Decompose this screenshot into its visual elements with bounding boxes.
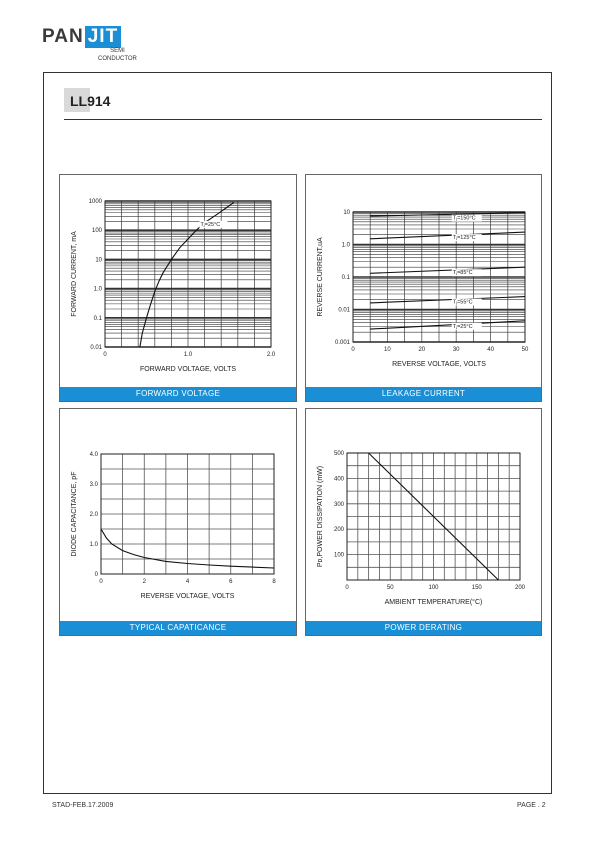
x-tick-label: 1.0 xyxy=(183,352,193,358)
x-tick-label: 200 xyxy=(514,585,526,591)
series-label: Tⱼ=55°C xyxy=(452,299,473,306)
series-line xyxy=(370,267,525,273)
chart-caption: LEAKAGE CURRENT xyxy=(306,387,541,401)
series-label: Tⱼ=85°C xyxy=(452,270,473,277)
chart-caption: POWER DERATING xyxy=(306,621,541,635)
logo-wordmark: PAN JIT xyxy=(42,26,121,48)
series-label: Tⱼ=150°C xyxy=(452,215,476,222)
x-axis-label: AMBIENT TEMPERATURE(°C) xyxy=(384,599,483,606)
y-tick-label: 10 xyxy=(95,257,102,264)
y-axis-label: DIODE CAPACITANCE, pF xyxy=(71,471,78,557)
x-axis-label: FORWARD VOLTAGE, VOLTS xyxy=(139,366,237,373)
y-axis-label: REVERSE CURRENT,uA xyxy=(317,237,324,317)
series-line xyxy=(370,321,525,329)
y-tick-label: 0 xyxy=(94,572,98,578)
x-tick-label: 0 xyxy=(99,579,103,585)
x-tick-label: 150 xyxy=(471,585,482,591)
footer-page: PAGE . 2 xyxy=(517,802,546,809)
y-tick-label: 500 xyxy=(333,451,344,457)
x-tick-label: 10 xyxy=(384,347,391,353)
y-tick-label: 300 xyxy=(333,501,344,508)
x-tick-label: 100 xyxy=(428,585,439,591)
logo-subtitle: SEMI CONDUCTOR xyxy=(98,48,137,62)
chart-caption: FORWARD VOLTAGE xyxy=(60,387,296,401)
capacitance-chart xyxy=(59,408,297,636)
x-tick-label: 6 xyxy=(229,579,233,585)
x-tick-label: 30 xyxy=(452,347,460,353)
x-tick-label: 40 xyxy=(487,347,494,353)
y-tick-label: 4.0 xyxy=(89,452,98,458)
x-axis-label: REVERSE VOLTAGE, VOLTS xyxy=(140,593,235,600)
x-tick-label: 20 xyxy=(418,347,426,353)
footer-date: STAD-FEB.17.2009 xyxy=(52,802,114,809)
y-tick-label: 2.0 xyxy=(89,512,98,518)
y-tick-label: 400 xyxy=(333,476,344,483)
y-tick-label: 1000 xyxy=(88,199,102,205)
x-tick-label: 0 xyxy=(351,347,355,353)
y-tick-label: 3.0 xyxy=(89,482,98,488)
y-tick-label: 0.1 xyxy=(93,315,102,322)
x-tick-label: 4 xyxy=(185,579,190,585)
x-tick-label: 2.0 xyxy=(266,352,276,358)
y-axis-label: FORWARD CURRENT, mA xyxy=(71,231,78,317)
y-tick-label: 0.001 xyxy=(334,340,350,346)
x-tick-label: 8 xyxy=(272,579,276,585)
y-tick-label: 0.01 xyxy=(338,307,350,314)
panjit-logo xyxy=(42,26,152,66)
y-tick-label: 0.01 xyxy=(90,345,102,351)
x-tick-label: 2 xyxy=(142,579,146,585)
series-line xyxy=(370,232,525,242)
y-tick-label: 1.0 xyxy=(341,242,350,249)
x-tick-label: 50 xyxy=(386,585,394,591)
chart-caption: TYPICAL CAPATICANCE xyxy=(60,621,296,635)
series-label: Tⱼ=25°C xyxy=(452,323,473,330)
x-tick-label: 0 xyxy=(103,352,107,358)
y-tick-label: 1.0 xyxy=(93,286,102,293)
y-tick-label: 100 xyxy=(91,228,102,235)
x-tick-label: 50 xyxy=(521,347,529,353)
y-tick-label: 200 xyxy=(333,527,344,534)
y-tick-label: 10 xyxy=(343,210,350,216)
y-tick-label: 100 xyxy=(333,552,344,559)
title-divider xyxy=(64,119,542,120)
series-label: Tⱼ=125°C xyxy=(452,235,476,242)
power-derating-chart xyxy=(305,408,542,636)
x-tick-label: 0 xyxy=(345,585,349,591)
part-number-title: LL914 xyxy=(64,88,90,112)
chart-annotation: Tⱼ=25°C xyxy=(200,221,221,228)
y-tick-label: 1.0 xyxy=(89,542,98,548)
y-tick-label: 0.1 xyxy=(341,275,350,281)
x-axis-label: REVERSE VOLTAGE, VOLTS xyxy=(392,361,486,368)
y-axis-label: Pᴅ,POWER DISSIPATION (mW) xyxy=(317,465,324,568)
leakage-current-chart xyxy=(305,174,542,402)
forward-voltage-chart xyxy=(59,174,297,402)
